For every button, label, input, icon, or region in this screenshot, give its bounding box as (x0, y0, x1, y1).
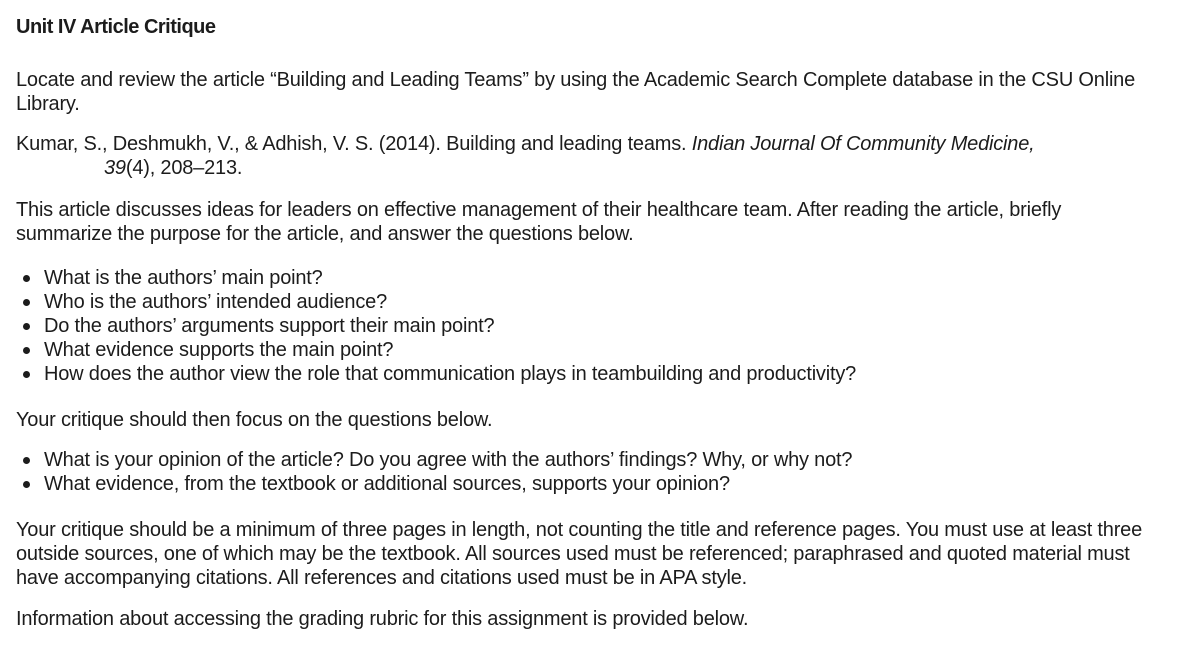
critique-question-list (16, 448, 1160, 496)
bullet-icon (23, 371, 30, 378)
reference-volume: 39 (104, 157, 126, 179)
summary-instructions: This article discusses ideas for leaders on effective management of their healthcare team. After reading the article, briefly summarize the purpose for the article, and answer the questions below. (16, 199, 1062, 245)
bullet-icon (23, 323, 30, 330)
intro-paragraph: Locate and review the article “Building and Leading Teams” by using the Academic Search Complete database in the CSU Online Library. (16, 69, 1136, 115)
requirements-paragraph: Your critique should be a minimum of three pages in length, not counting the title and reference pages. You must use at least three outside sources, one of which may be the textbook. All sources used must be referenced; paraphrased and quoted material must have accompanying citations. All references and citations used must be in APA style. (16, 519, 1143, 589)
reference-journal: Indian Journal Of Community Medicine, (691, 133, 1035, 155)
question-text: How does the author view the role that communication plays in teambuilding and productivity? (44, 363, 857, 385)
question-text: Who is the authors’ intended audience? (44, 291, 388, 313)
bullet-icon (23, 275, 30, 282)
critique-intro: Your critique should then focus on the questions below. (16, 409, 493, 431)
question-text: What is your opinion of the article? Do you agree with the authors’ findings? Why, or why not? (44, 449, 853, 471)
list-item (44, 314, 1160, 338)
question-text: What evidence, from the textbook or additional sources, supports your opinion? (44, 473, 730, 495)
list-item (44, 290, 1160, 314)
bullet-icon (23, 481, 30, 488)
bullet-icon (23, 299, 30, 306)
list-item (44, 448, 1160, 472)
page-title: Unit IV Article Critique (16, 16, 216, 38)
list-item (44, 338, 1160, 362)
reference-authors: Kumar, S., Deshmukh, V., & Adhish, V. S. (2014). Building and leading teams. (16, 133, 692, 155)
reference-issue-pages: (4), 208–213. (125, 157, 243, 179)
bullet-icon (23, 347, 30, 354)
list-item (44, 472, 1160, 496)
question-text: What evidence supports the main point? (44, 339, 394, 361)
rubric-note: Information about accessing the grading rubric for this assignment is provided below. (16, 608, 749, 630)
question-text: Do the authors’ arguments support their main point? (44, 315, 495, 337)
list-item (44, 362, 1160, 386)
list-item (44, 266, 1160, 290)
bullet-icon (23, 457, 30, 464)
article-reference (16, 132, 1160, 180)
summary-question-list (16, 266, 1160, 386)
question-text: What is the authors’ main point? (44, 267, 323, 289)
